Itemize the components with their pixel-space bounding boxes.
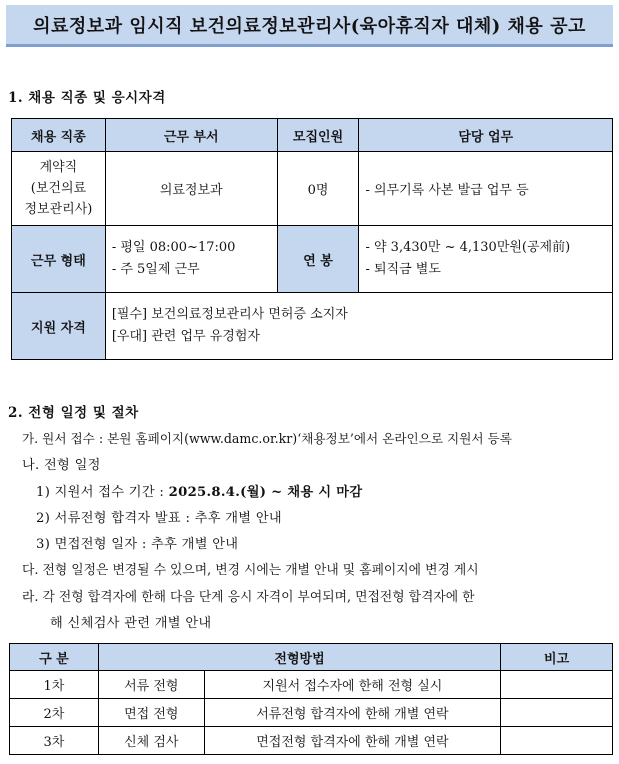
header-note: 비고: [501, 644, 613, 671]
section2-heading: 2. 전형 일정 및 절차: [8, 405, 139, 421]
note-cell: [501, 699, 613, 727]
stage-cell: 1차: [10, 671, 99, 699]
qualification-cell: [105, 293, 612, 360]
schedule-step-3: 3) 면접전형 일자 : 추후 개별 안내: [36, 537, 239, 552]
header-stage: 구 분: [10, 644, 99, 671]
salary-label: 연 봉: [277, 226, 359, 293]
schedule-step-1: [36, 481, 362, 500]
section1-heading: 1. 채용 직종 및 응시자격: [8, 90, 166, 106]
salary-line: - 퇴직금 별도: [365, 262, 441, 277]
header-job: 채용 직종: [12, 119, 106, 152]
next-stage-notice-line2: 해 신체검사 관련 개별 안내: [50, 616, 212, 631]
table-row: [10, 699, 613, 727]
header-duty: 담당 업무: [359, 119, 613, 152]
note-cell: [501, 727, 613, 755]
qualification-line: [필수] 보건의료정보관리사 면허증 소지자: [111, 307, 348, 322]
duty-cell: - 의무기록 사본 발급 업무 등: [359, 152, 613, 226]
stage-cell: 2차: [10, 699, 99, 727]
description-cell: 지원서 접수자에 한해 전형 실시: [204, 671, 500, 699]
work-type-label: 근무 형태: [12, 226, 106, 293]
salary-line: - 약 3,430만 ~ 4,130만원(공제前): [365, 240, 571, 255]
work-type-line: - 평일 08:00~17:00: [111, 240, 236, 255]
note-cell: [501, 671, 613, 699]
application-method: 가. 원서 접수 : 본원 홈페이지(www.damc.or.kr)‘채용정보’에서 온라인으로 지원서 등록: [22, 431, 512, 446]
method-cell: 서류 전형: [98, 671, 204, 699]
selection-process-table: [9, 643, 613, 755]
schedule-step-1-label: 1) 지원서 접수 기간 :: [36, 485, 169, 500]
next-stage-notice-line1: 라. 각 전형 합격자에 한해 다음 단계 응시 자격이 부여되며, 면접전형 합격자에 한: [22, 590, 475, 605]
method-cell: 신체 검사: [98, 727, 204, 755]
header-department: 근무 부서: [105, 119, 277, 152]
header-method: 전형방법: [98, 644, 500, 671]
schedule-heading: 나. 전형 일정: [22, 458, 101, 473]
schedule-step-2: 2) 서류전형 합격자 발표 : 추후 개별 안내: [36, 511, 282, 526]
qualification-label: 지원 자격: [12, 293, 106, 360]
headcount-cell: 0명: [277, 152, 359, 226]
job-type-cell: [12, 152, 106, 226]
table-row: [10, 727, 613, 755]
recruitment-table: [11, 118, 613, 360]
description-cell: 서류전형 합격자에 한해 개별 연락: [204, 699, 500, 727]
department-cell: 의료정보과: [105, 152, 277, 226]
header-headcount: 모집인원: [277, 119, 359, 152]
work-type-line: - 주 5일제 근무: [111, 262, 200, 277]
stage-cell: 3차: [10, 727, 99, 755]
table-row: [10, 671, 613, 699]
work-type-cell: [105, 226, 277, 293]
qualification-line: [우대] 관련 업무 유경험자: [111, 329, 260, 344]
page-title: 의료정보과 임시직 보건의료정보관리사(육아휴직자 대체) 채용 공고: [6, 5, 613, 47]
description-cell: 면접전형 합격자에 한해 개별 연락: [204, 727, 500, 755]
job-type-line: 계약직: [39, 160, 78, 175]
schedule-change-notice: 다. 전형 일정은 변경될 수 있으며, 변경 시에는 개별 안내 및 홈페이지에 변경 게시: [22, 563, 479, 578]
job-type-line: (보건의료: [30, 181, 87, 196]
application-deadline: 2025.8.4.(월) ~ 채용 시 마감: [168, 485, 363, 500]
job-type-line: 정보관리사): [24, 202, 93, 217]
method-cell: 면접 전형: [98, 699, 204, 727]
salary-cell: [359, 226, 613, 293]
